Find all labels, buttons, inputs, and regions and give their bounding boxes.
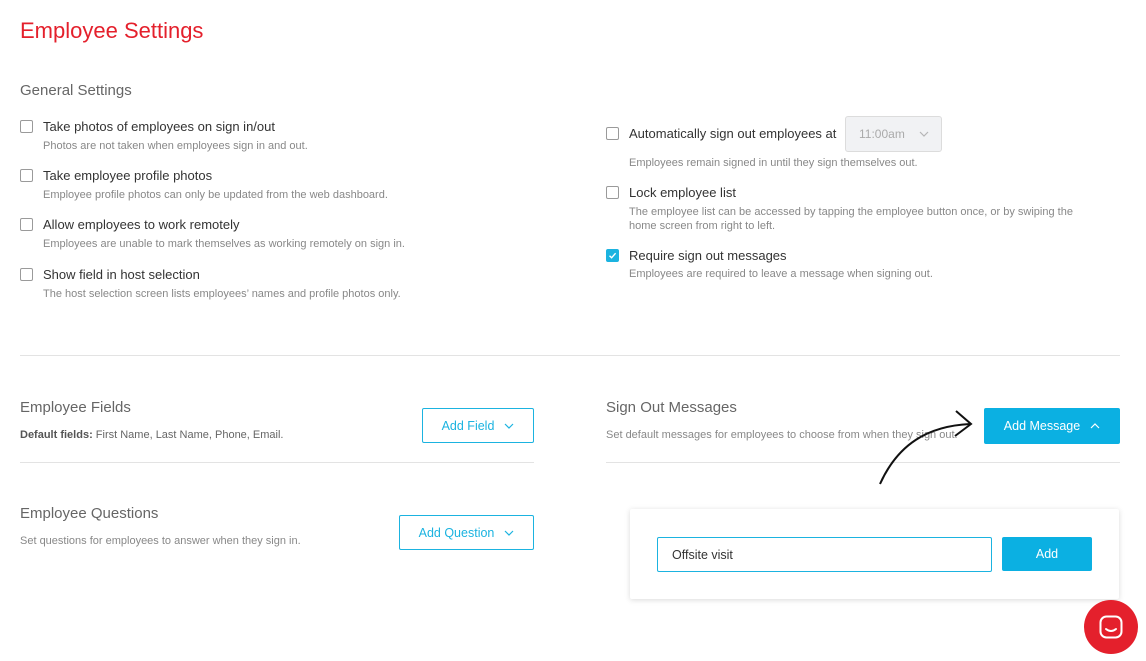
lock-list-desc-line2: home screen from right to left. (629, 220, 776, 232)
auto-signout-desc: Employees remain signed in until they sign themselves out. (629, 157, 918, 169)
auto-signout-label: Automatically sign out employees at (629, 126, 837, 141)
section-divider (20, 355, 1120, 356)
host-selection-checkbox[interactable] (20, 268, 33, 281)
add-field-label: Add Field (441, 418, 495, 433)
chevron-down-icon (504, 530, 514, 536)
arrow-annotation (870, 400, 980, 490)
work-remotely-option-label: Allow employees to work remotely (43, 217, 240, 232)
require-messages-label: Require sign out messages (629, 248, 787, 263)
add-question-button[interactable] (399, 515, 534, 550)
host-selection-option-label: Show field in host selection (43, 267, 200, 282)
add-message-button[interactable] (984, 408, 1120, 444)
default-fields-label: Default fields: (20, 429, 93, 441)
general-settings-title: General Settings (20, 82, 132, 99)
lock-list-checkbox[interactable] (606, 186, 619, 199)
auto-signout-checkbox[interactable] (606, 127, 619, 140)
profile-photos-option-desc: Employee profile photos can only be updated from the web dashboard. (43, 189, 388, 201)
sign-out-messages-divider (606, 462, 1120, 463)
chevron-up-icon (1090, 423, 1100, 429)
photos-option-desc: Photos are not taken when employees sign in and out. (43, 140, 308, 152)
default-fields-values: First Name, Last Name, Phone, Email. (95, 429, 284, 441)
chat-icon (1098, 614, 1124, 645)
add-message-label: Add Message (1003, 419, 1081, 433)
default-fields-text (20, 428, 283, 442)
signout-time-select[interactable] (845, 116, 942, 152)
chevron-down-icon (919, 131, 929, 137)
work-remotely-option-desc: Employees are unable to mark themselves as working remotely on sign in. (43, 238, 405, 250)
photos-checkbox[interactable] (20, 120, 33, 133)
photos-option-label: Take photos of employees on sign in/out (43, 119, 275, 134)
check-icon (607, 250, 618, 261)
message-input[interactable] (657, 537, 992, 572)
chat-launcher-button[interactable] (1084, 600, 1138, 654)
profile-photos-option-label: Take employee profile photos (43, 168, 213, 183)
host-selection-option-desc: The host selection screen lists employees’ names and profile photos only. (43, 288, 401, 300)
add-field-button[interactable] (422, 408, 534, 443)
employee-questions-desc: Set questions for employees to answer when they sign in. (20, 535, 301, 547)
sign-out-messages-desc: Set default messages for employees to choose from when they sign out. (606, 429, 958, 441)
require-messages-checkbox[interactable] (606, 249, 619, 262)
add-question-label: Add Question (418, 525, 495, 540)
profile-photos-checkbox[interactable] (20, 169, 33, 182)
lock-list-label: Lock employee list (629, 185, 736, 200)
add-button[interactable] (1002, 537, 1092, 571)
page-title: Employee Settings (20, 18, 204, 43)
sign-out-messages-title: Sign Out Messages (606, 399, 737, 416)
work-remotely-checkbox[interactable] (20, 218, 33, 231)
lock-list-desc-line1: The employee list can be accessed by tapping the employee button once, or by swiping the (629, 206, 1073, 218)
add-button-label: Add (1035, 547, 1059, 561)
signout-time-value: 11:00am (859, 127, 905, 141)
require-messages-desc: Employees are required to leave a message when signing out. (629, 268, 933, 280)
employee-questions-title: Employee Questions (20, 505, 159, 522)
add-message-popover (630, 509, 1119, 599)
chevron-down-icon (504, 423, 514, 429)
employee-fields-divider (20, 462, 534, 463)
employee-fields-title: Employee Fields (20, 399, 131, 416)
